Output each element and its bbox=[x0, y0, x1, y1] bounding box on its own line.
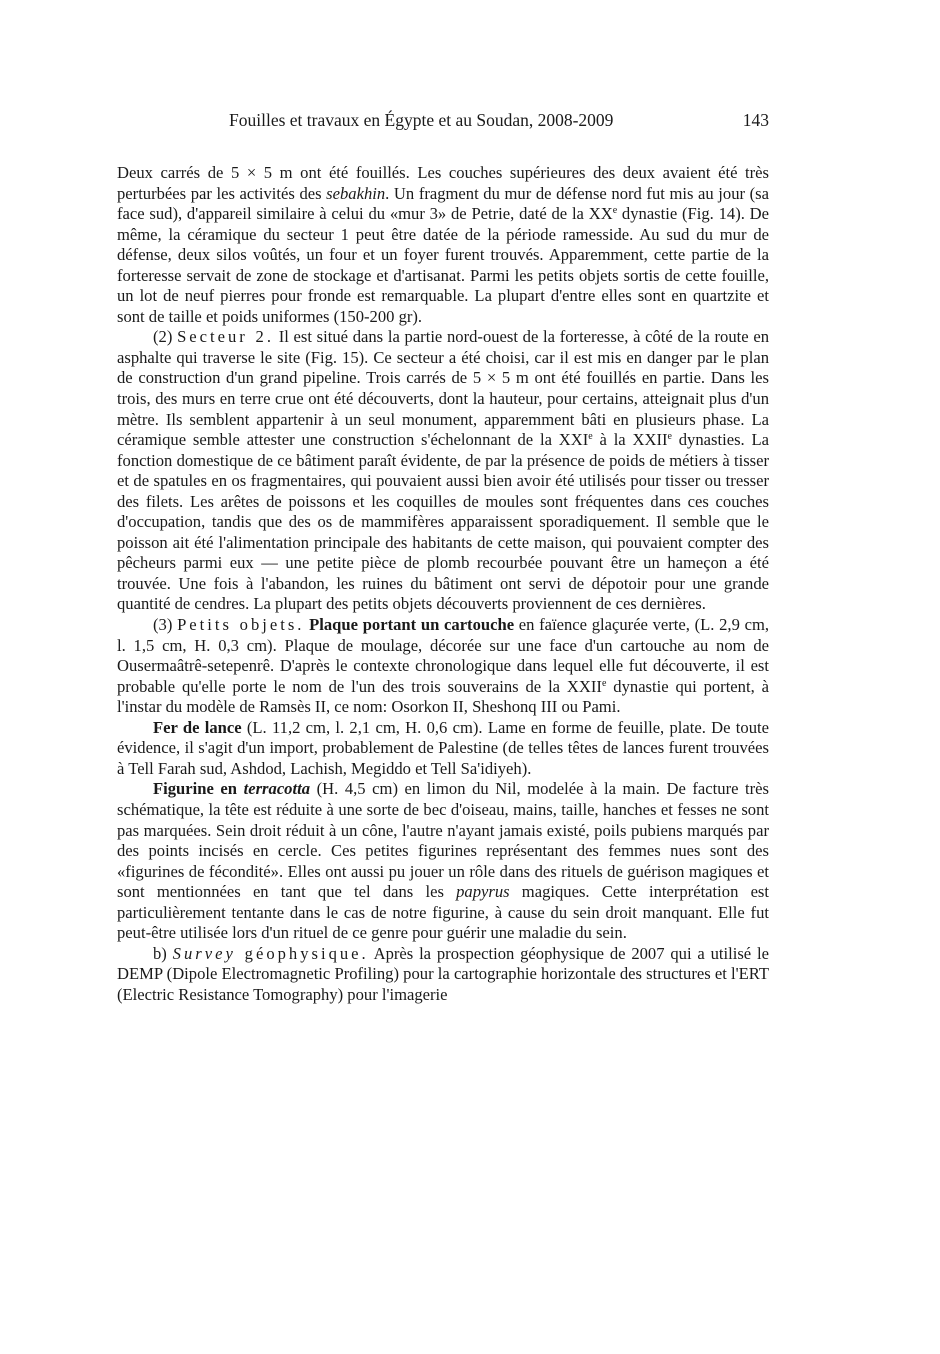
section-heading: Secteur 2. bbox=[177, 327, 274, 347]
paragraph-small-objects: (3) Petits objets. Plaque portant un cartouche en faïence glaçurée verte, (L. 2,9 cm, l. 1,5 cm, H. 0,3 cm). Plaque de moulage, décorée sur une face d'un cartouche au nom de Ousermaâtrê-setepenrê. D'après le contexte chronologique dans lequel elle fut découverte, il est probable qu'elle porte le nom de l'un des trois souverains de la XXIIe dynastie qui portent, à l'instar du modèle de Ramsès II, ce nom: Osorkon II, Sheshonq III ou Pami. bbox=[117, 615, 770, 717]
running-title: Fouilles et travaux en Égypte et au Soudan, 2008-2009 bbox=[229, 110, 614, 130]
paragraph-sector-2: (2) Secteur 2. Il est situé dans la partie nord-ouest de la forteresse, à côté de la route en asphalte qui traverse le site (Fig. 15). Ce secteur a été choisi, car il est mis en danger par le plan de construction d'un grand pipeline. Trois carrés de 5 × 5 m ont été fouillés en partie. Dans les trois, des murs en terre crue ont été découverts, dont la hauteur, pour certains, atteignait plus d'un mètre. Ils semblent appartenir à un seul monument, apparemment bâti en plusieurs phase. La céramique semble attester une construction s'échelonnant de la XXIe à la XXIIe dynasties. La fonction domestique de ce bâtiment paraît évidente, de par la présence de poids de métiers à tisser et de spatules en os fragmentaires, qui pouvaient aussi bien avoir été utilisés pour tisser ou tresser des filets. Les arêtes de poissons et les coquilles de moules sont fréquentes dans ces couches d'occupation, tandis que des os de mammifères apparaissent sporadiquement. Il semble que le poisson ait été l'alimentation principale des habitants de cette maison, qui pouvaient compter des pêcheurs parmi eux — une petite pièce de plomb recourbée pouvant être un hameçon a été trouvée. Une fois à l'abandon, les ruines du bâtiment ont servi de dépotoir pour une grande quantité de cendres. La plupart des petits objets découverts proviennent de ces dernières. bbox=[117, 327, 769, 614]
section-heading: géophysique. bbox=[235, 943, 369, 963]
object-title: Figurine en bbox=[153, 779, 244, 799]
superscript: e bbox=[667, 431, 672, 443]
object-title: Plaque portant un cartouche bbox=[309, 615, 515, 635]
body-text bbox=[117, 163, 769, 1005]
paragraph-figurine: Figurine en terracotta (H. 4,5 cm) en limon du Nil, modelée à la main. De facture très schématique, la tête est réduite à une sorte de bec d'oiseau, mains, taille, hanches et fesses ne sont pas marquées. Sein droit réduit à un cône, l'autre n'ayant jamais existé, poils pubiens marqués par des points incisés en cercle. Ces petites figurines représentant des femmes nues sont des «figurines de fécondité». Elles ont aussi pu jouer un rôle dans des rituels de guérison magiques et sont mentionnées en tant que tel dans les papyrus magiques. Cette interprétation est particulièrement tentante dans le cas de notre figurine, à cause du sein droit manquant. Elle fut peut-être utilisée lors d'un rituel de ce genre pour guérir une maladie du sein. bbox=[117, 779, 770, 943]
italic-term: sebakhin bbox=[326, 183, 386, 203]
object-title-italic: terracotta bbox=[243, 779, 310, 799]
paragraph-sector-1: Deux carrés de 5 × 5 m ont été fouillés. Les couches supérieures des deux avaient été très perturbées par les activités des sebakhin. Un fragment du mur de défense nord fut mis au jour (sa face sud), d'appareil similaire à celui du «mur 3» de Petrie, daté de la XXe dynastie (Fig. 14). De même, la céramique du secteur 1 peut être datée de la période ramesside. Au sud du mur de défense, deux silos voûtés, un four et un foyer furent trouvés. Apparemment, cette partie de la forteresse servait de zone de stockage et d'artisanat. Parmi les petits objets sortis de cette fouille, un lot de neuf pierres pour fronde est remarquable. La plupart d'entre elles sont en quartzite et sont de taille et poids uniformes (150-200 gr). bbox=[117, 163, 769, 326]
object-title: Fer de lance bbox=[153, 717, 242, 737]
page-number: 143 bbox=[742, 110, 769, 130]
superscript: e bbox=[612, 205, 618, 217]
paragraph-spearhead: Fer de lance (L. 11,2 cm, l. 2,1 cm, H. 0,6 cm). Lame en forme de feuille, plate. De toute évidence, il s'agit d'un import, probablement de Palestine (de telles têtes de lances furent trouvées à Tell Farah sud, Ashdod, Lachish, Megiddo et Tell Sa'idiyeh). bbox=[117, 717, 769, 778]
italic-term: papyrus bbox=[456, 882, 510, 902]
superscript: e bbox=[601, 677, 607, 689]
running-header bbox=[117, 110, 769, 134]
section-heading: Petits objets. bbox=[177, 615, 305, 635]
paragraph-geophysical-survey: b) Survey géophysique. Après la prospection géophysique de 2007 qui a utilisé le DEMP (Dipole Electromagnetic Profiling) pour la cartographie horizontale des structures et l'ERT (Electric Resistance Tomography) pour l'imagerie bbox=[117, 943, 769, 1004]
superscript: e bbox=[588, 431, 593, 443]
section-heading-italic: Survey bbox=[172, 943, 236, 963]
